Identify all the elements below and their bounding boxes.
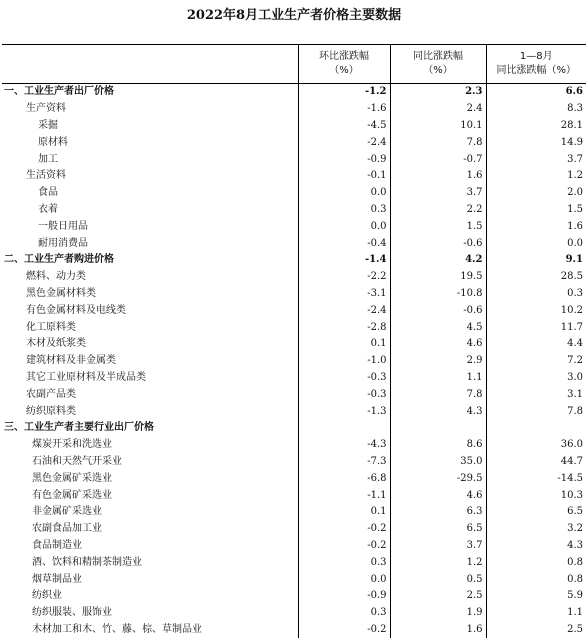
cell-mom: 0.3 — [298, 202, 390, 219]
cell-yoy: -29.5 — [390, 470, 486, 487]
cell-ytd: 8.3 — [486, 101, 586, 118]
cell-yoy: -0.6 — [390, 235, 486, 252]
cell-ytd: 6.5 — [486, 504, 586, 521]
table-row — [2, 487, 586, 504]
cell-yoy: 3.7 — [390, 538, 486, 555]
table-header-row — [2, 45, 586, 84]
table-body — [2, 84, 586, 639]
cell-mom: -0.2 — [298, 538, 390, 555]
cell-ytd: 10.2 — [486, 302, 586, 319]
cell-yoy: 4.6 — [390, 336, 486, 353]
cell-mom: 0.1 — [298, 504, 390, 521]
cell-mom: -4.5 — [298, 118, 390, 135]
cell-mom: -0.2 — [298, 622, 390, 639]
table-row — [2, 588, 586, 605]
cell-mom — [298, 420, 390, 437]
cell-yoy: 4.3 — [390, 403, 486, 420]
table-row — [2, 168, 586, 185]
cell-yoy: 4.5 — [390, 319, 486, 336]
row-label: 建筑材料及非金属类 — [26, 355, 116, 367]
cell-yoy: 1.5 — [390, 218, 486, 235]
cell-mom: 0.0 — [298, 571, 390, 588]
cell-yoy: 6.3 — [390, 504, 486, 521]
cell-mom: 0.0 — [298, 218, 390, 235]
cell-ytd: 2.0 — [486, 185, 586, 202]
row-label: 黑色金属材料类 — [26, 287, 96, 299]
cell-yoy: 4.6 — [390, 487, 486, 504]
table-row — [2, 521, 586, 538]
table-row — [2, 370, 586, 387]
cell-yoy: 6.5 — [390, 521, 486, 538]
row-label: 木材及纸浆类 — [26, 338, 86, 350]
cell-ytd: 7.8 — [486, 403, 586, 420]
row-label: 加工 — [38, 153, 58, 165]
cell-mom: 0.3 — [298, 554, 390, 571]
cell-ytd: 28.1 — [486, 118, 586, 135]
cell-ytd — [486, 420, 586, 437]
header-yoy-line2: （%） — [423, 65, 453, 76]
cell-mom: -0.2 — [298, 521, 390, 538]
cell-ytd: 9.1 — [486, 252, 586, 269]
cell-ytd: 44.7 — [486, 454, 586, 471]
row-label: 纺织原料类 — [26, 405, 76, 417]
table-row — [2, 101, 586, 118]
cell-mom: 0.3 — [298, 605, 390, 622]
row-label: 生活资料 — [26, 170, 66, 182]
cell-mom: -3.1 — [298, 286, 390, 303]
row-label: 衣着 — [38, 203, 58, 215]
cell-yoy: 1.1 — [390, 370, 486, 387]
table-row — [2, 454, 586, 471]
cell-ytd: 14.9 — [486, 134, 586, 151]
row-label: 三、工业生产者主要行业出厂价格 — [4, 422, 154, 434]
cell-yoy — [390, 420, 486, 437]
cell-ytd: 1.1 — [486, 605, 586, 622]
cell-yoy: 10.1 — [390, 118, 486, 135]
table-row — [2, 118, 586, 135]
cell-mom: -0.3 — [298, 386, 390, 403]
header-yoy-line1: 同比涨跌幅 — [413, 51, 463, 62]
row-label: 二、工业生产者购进价格 — [4, 254, 114, 266]
cell-ytd: 3.1 — [486, 386, 586, 403]
cell-mom: -0.9 — [298, 588, 390, 605]
cell-mom: -1.0 — [298, 353, 390, 370]
cell-ytd: 0.0 — [486, 235, 586, 252]
cell-yoy: 2.4 — [390, 101, 486, 118]
cell-ytd: 1.5 — [486, 202, 586, 219]
cell-mom: -1.2 — [298, 84, 390, 101]
table-row — [2, 286, 586, 303]
cell-mom: -2.8 — [298, 319, 390, 336]
row-label: 纺织业 — [32, 590, 62, 602]
table-row — [2, 235, 586, 252]
cell-yoy: 1.6 — [390, 622, 486, 639]
cell-yoy: 2.9 — [390, 353, 486, 370]
price-data-table — [2, 44, 586, 638]
row-label: 烟草制品业 — [32, 573, 82, 585]
cell-ytd: 1.2 — [486, 168, 586, 185]
cell-ytd: 1.6 — [486, 218, 586, 235]
cell-mom: -1.4 — [298, 252, 390, 269]
table-row — [2, 353, 586, 370]
row-label: 一般日用品 — [38, 220, 88, 232]
table-row — [2, 302, 586, 319]
cell-yoy: 8.6 — [390, 437, 486, 454]
cell-yoy: 1.2 — [390, 554, 486, 571]
cell-mom: 0.0 — [298, 185, 390, 202]
cell-yoy: 1.9 — [390, 605, 486, 622]
cell-yoy: 3.7 — [390, 185, 486, 202]
cell-yoy: 2.5 — [390, 588, 486, 605]
header-ytd — [486, 45, 586, 84]
cell-mom: -4.3 — [298, 437, 390, 454]
row-label: 有色金属矿采选业 — [32, 489, 112, 501]
cell-mom: -1.6 — [298, 101, 390, 118]
table-row — [2, 403, 586, 420]
cell-ytd: 0.8 — [486, 571, 586, 588]
cell-mom: -6.8 — [298, 470, 390, 487]
cell-yoy: 0.5 — [390, 571, 486, 588]
header-label-column — [2, 45, 298, 84]
table-section-row — [2, 84, 586, 101]
table-row — [2, 151, 586, 168]
cell-yoy: 7.8 — [390, 134, 486, 151]
table-row — [2, 470, 586, 487]
row-label: 燃料、动力类 — [26, 271, 86, 283]
cell-mom: -1.3 — [298, 403, 390, 420]
table-row — [2, 437, 586, 454]
cell-ytd: -14.5 — [486, 470, 586, 487]
cell-ytd: 2.5 — [486, 622, 586, 639]
row-label: 纺织服装、服饰业 — [32, 607, 112, 619]
row-label: 农副食品加工业 — [32, 523, 102, 535]
row-label: 一、工业生产者出厂价格 — [4, 86, 114, 98]
row-label: 化工原料类 — [26, 321, 76, 333]
cell-ytd: 0.8 — [486, 554, 586, 571]
header-yoy — [390, 45, 486, 84]
row-label: 原材料 — [38, 136, 68, 148]
cell-ytd: 4.3 — [486, 538, 586, 555]
table-row — [2, 269, 586, 286]
cell-mom: -0.9 — [298, 151, 390, 168]
cell-yoy: 19.5 — [390, 269, 486, 286]
page-title: 2022年8月工业生产者价格主要数据 — [186, 8, 402, 23]
cell-ytd: 0.3 — [486, 286, 586, 303]
row-label: 石油和天然气开采业 — [32, 455, 122, 467]
header-mom — [298, 45, 390, 84]
cell-ytd: 11.7 — [486, 319, 586, 336]
cell-mom: -1.1 — [298, 487, 390, 504]
cell-mom: -2.4 — [298, 302, 390, 319]
cell-yoy: -0.6 — [390, 302, 486, 319]
cell-ytd: 3.7 — [486, 151, 586, 168]
cell-ytd: 3.2 — [486, 521, 586, 538]
row-label: 非金属矿采选业 — [32, 506, 102, 518]
row-label: 食品 — [38, 187, 58, 199]
cell-yoy: 2.2 — [390, 202, 486, 219]
row-label: 农副产品类 — [26, 388, 76, 400]
row-label: 煤炭开采和洗选业 — [32, 439, 112, 451]
cell-mom: -2.2 — [298, 269, 390, 286]
cell-ytd: 3.0 — [486, 370, 586, 387]
table-section-row — [2, 252, 586, 269]
cell-ytd: 7.2 — [486, 353, 586, 370]
cell-yoy: 35.0 — [390, 454, 486, 471]
table-row — [2, 605, 586, 622]
cell-ytd: 5.9 — [486, 588, 586, 605]
table-row — [2, 336, 586, 353]
cell-ytd: 36.0 — [486, 437, 586, 454]
row-label: 木材加工和木、竹、藤、棕、草制品业 — [32, 623, 202, 635]
row-label: 食品制造业 — [32, 539, 82, 551]
table-row — [2, 185, 586, 202]
cell-yoy: -0.7 — [390, 151, 486, 168]
cell-yoy: 1.6 — [390, 168, 486, 185]
cell-ytd: 4.4 — [486, 336, 586, 353]
header-mom-line1: 环比涨跌幅 — [319, 51, 369, 62]
row-label: 其它工业原材料及半成品类 — [26, 371, 146, 383]
table-row — [2, 554, 586, 571]
row-label: 酒、饮料和精制茶制造业 — [32, 556, 142, 568]
table-row — [2, 386, 586, 403]
table-row — [2, 538, 586, 555]
row-label: 生产资料 — [26, 103, 66, 115]
cell-mom: -0.1 — [298, 168, 390, 185]
cell-yoy: 2.3 — [390, 84, 486, 101]
cell-mom: -2.4 — [298, 134, 390, 151]
cell-mom: -7.3 — [298, 454, 390, 471]
table-section-row — [2, 420, 586, 437]
cell-mom: -0.3 — [298, 370, 390, 387]
cell-ytd: 10.3 — [486, 487, 586, 504]
table-row — [2, 319, 586, 336]
header-ytd-line2: 同比涨跌幅（%） — [496, 65, 576, 76]
cell-yoy: -10.8 — [390, 286, 486, 303]
cell-mom: 0.1 — [298, 336, 390, 353]
table-row — [2, 218, 586, 235]
table-row — [2, 571, 586, 588]
row-label: 有色金属材料及电线类 — [26, 304, 126, 316]
cell-ytd: 28.5 — [486, 269, 586, 286]
table-row — [2, 134, 586, 151]
cell-ytd: 6.6 — [486, 84, 586, 101]
row-label: 耐用消费品 — [38, 237, 88, 249]
header-ytd-line1: 1—8月 — [519, 51, 553, 62]
table-row — [2, 504, 586, 521]
row-label: 黑色金属矿采选业 — [32, 472, 112, 484]
cell-yoy: 7.8 — [390, 386, 486, 403]
table-row — [2, 202, 586, 219]
row-label: 采掘 — [38, 119, 58, 131]
cell-mom: -0.4 — [298, 235, 390, 252]
cell-yoy: 4.2 — [390, 252, 486, 269]
header-mom-line2: （%） — [329, 65, 359, 76]
table-row — [2, 622, 586, 639]
